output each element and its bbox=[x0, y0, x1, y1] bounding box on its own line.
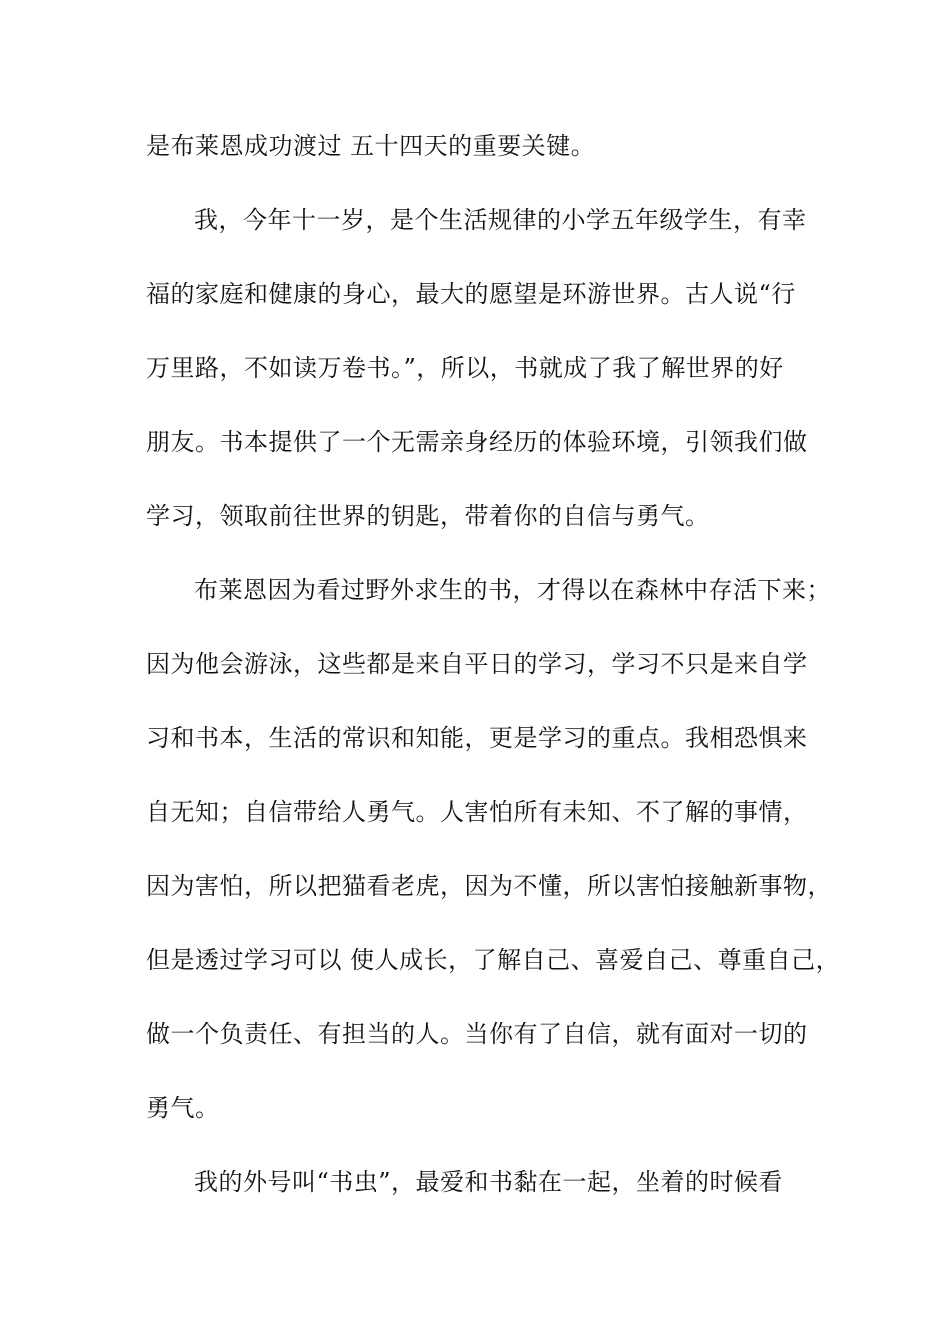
paragraph-first-line: 我，今年十一岁，是个生活规律的小学五年级学生，有幸 bbox=[194, 206, 807, 234]
text-line: 因为他会游泳，这些都是来自平日的学习，学习不只是来自学 bbox=[146, 650, 808, 678]
text-line: 是布莱恩成功渡过 五十四天的重要关键。 bbox=[146, 132, 596, 160]
text-line: 福的家庭和健康的身心，最大的愿望是环游世界。古人说“行 bbox=[146, 280, 796, 308]
text-line: 做一个负责任、有担当的人。当你有了自信，就有面对一切的 bbox=[146, 1020, 808, 1048]
text-line: 但是透过学习可以 使人成长，了解自己、喜爱自己、尊重自己， bbox=[146, 946, 841, 974]
text-line: 习和书本，生活的常识和知能，更是学习的重点。我相恐惧来 bbox=[146, 724, 808, 752]
paragraph-first-line: 布莱恩因为看过野外求生的书，才得以在森林中存活下来； bbox=[194, 576, 831, 604]
text-line: 勇气。 bbox=[146, 1094, 220, 1122]
paragraph-first-line: 我的外号叫“书虫”，最爱和书黏在一起，坐着的时候看 bbox=[194, 1168, 784, 1196]
text-line: 因为害怕，所以把猫看老虎，因为不懂，所以害怕接触新事物， bbox=[146, 872, 832, 900]
text-line: 朋友。书本提供了一个无需亲身经历的体验环境，引领我们做 bbox=[146, 428, 808, 456]
text-line: 自无知；自信带给人勇气。人害怕所有未知、不了解的事情， bbox=[146, 798, 808, 826]
text-line: 学习，领取前往世界的钥匙，带着你的自信与勇气。 bbox=[146, 502, 710, 530]
text-line: 万里路，不如读万卷书。”，所以，书就成了我了解世界的好 bbox=[146, 354, 784, 382]
